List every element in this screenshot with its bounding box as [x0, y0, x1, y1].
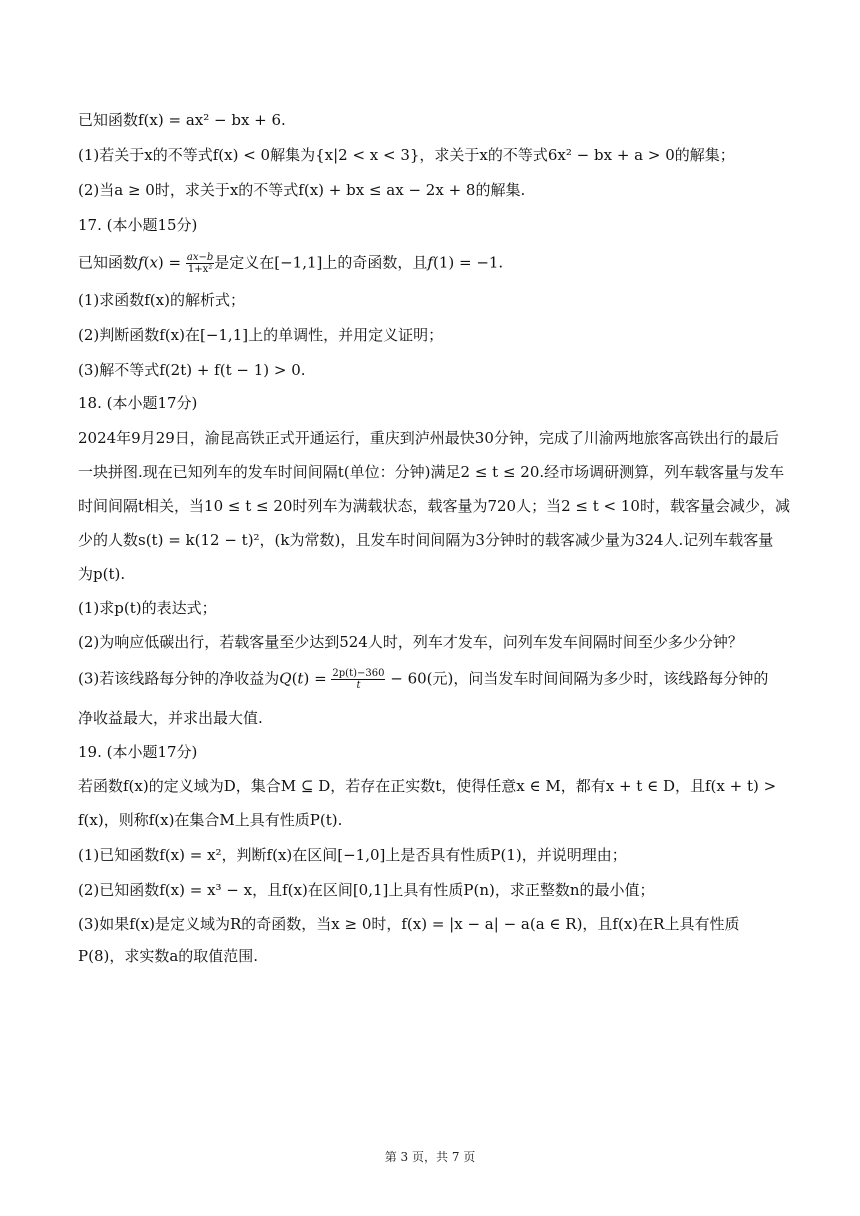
problem-18-heading: 18. (本小题17分): [78, 394, 198, 412]
problem-18-part-3-cont: 净收益最大，并求出最大值.: [78, 709, 263, 727]
fraction-denominator: 1+x²: [187, 264, 213, 275]
problem-16-part-1: (1)若关于x的不等式f(x) < 0解集为{x|2 < x < 3}，求关于x的不等式6x² − bx + a > 0的解集；: [78, 146, 735, 164]
problem-17-stem-b: 是定义在[−1,1]上的奇函数，且f(1) = −1.: [214, 253, 504, 272]
problem-18-part-3-a: (3)若该线路每分钟的净收益为Q(t) =: [78, 669, 332, 688]
problem-17-fraction: [186, 252, 214, 275]
fraction-numerator: ax−b: [186, 252, 214, 263]
problem-17-part-3: (3)解不等式f(2t) + f(t − 1) > 0.: [78, 361, 306, 379]
problem-18-part-2: (2)为响应低碳出行，若载客量至少达到524人时，列车才发车，问列车发车间隔时间至少多少分钟？: [78, 633, 743, 651]
problem-18-stem-line-1: 2024年9月29日，渝昆高铁正式开通运行，重庆到泸州最快30分钟，完成了川渝两地旅客高铁出行的最后: [78, 429, 779, 447]
problem-19-part-2: (2)已知函数f(x) = x³ − x，且f(x)在区间[0,1]上具有性质P(n)，求正整数n的最小值；: [78, 881, 655, 899]
problem-17-stem-a: 已知函数f(x) =: [78, 253, 186, 272]
problem-19-stem-line-1: 若函数f(x)的定义域为D，集合M ⊆ D，若存在正实数t，使得任意x ∈ M，都有x + t ∈ D，且f(x + t) >: [78, 777, 777, 795]
problem-18-part-1: (1)求p(t)的表达式；: [78, 599, 217, 617]
problem-19-stem-line-2: f(x)，则称f(x)在集合M上具有性质P(t).: [78, 811, 343, 829]
problem-18-part-3-b: − 60(元)，问当发车时间间隔为多少时，该线路每分钟的: [385, 669, 769, 688]
page-footer: 第 3 页，共 7 页: [384, 1150, 476, 1164]
fraction-denominator: t: [356, 680, 361, 691]
problem-19-part-3: (3)如果f(x)是定义域为R的奇函数，当x ≥ 0时，f(x) = |x − a| − a(a ∈ R)，且f(x)在R上具有性质: [78, 915, 740, 933]
problem-17-part-1: (1)求函数f(x)的解析式；: [78, 291, 245, 309]
problem-16-stem: 已知函数f(x) = ax² − bx + 6.: [78, 111, 286, 129]
problem-18-part-3: [78, 668, 768, 691]
problem-18-stem-line-5: 为p(t).: [78, 565, 126, 583]
problem-18-fraction: [331, 668, 385, 691]
problem-18-stem-line-3: 时间间隔t相关，当10 ≤ t ≤ 20时列车为满载状态，载客量为720人；当2 ≤ t < 10时，载客量会减少，减: [78, 497, 790, 515]
problem-17-part-2: (2)判断函数f(x)在[−1,1]上的单调性，并用定义证明；: [78, 326, 444, 344]
problem-18-stem-line-4: 少的人数s(t) = k(12 − t)²，(k为常数)，且发车时间间隔为3分钟时的载客减少量为324人.记列车载客量: [78, 531, 774, 549]
problem-16-part-2: (2)当a ≥ 0时，求关于x的不等式f(x) + bx ≤ ax − 2x + 8的解集.: [78, 181, 526, 199]
problem-19-heading: 19. (本小题17分): [78, 743, 198, 761]
problem-17-stem: [78, 252, 503, 275]
problem-18-stem-line-2: 一块拼图.现在已知列车的发车时间间隔t(单位：分钟)满足2 ≤ t ≤ 20.经市场调研测算，列车载客量与发车: [78, 463, 785, 481]
problem-19-part-1: (1)已知函数f(x) = x²，判断f(x)在区间[−1,0]上是否具有性质P(1)，并说明理由；: [78, 846, 627, 864]
fraction-numerator: 2p(t)−360: [332, 668, 385, 679]
problem-19-part-3-cont: P(8)，求实数a的取值范围.: [78, 947, 259, 965]
problem-17-heading: 17. (本小题15分): [78, 216, 198, 234]
